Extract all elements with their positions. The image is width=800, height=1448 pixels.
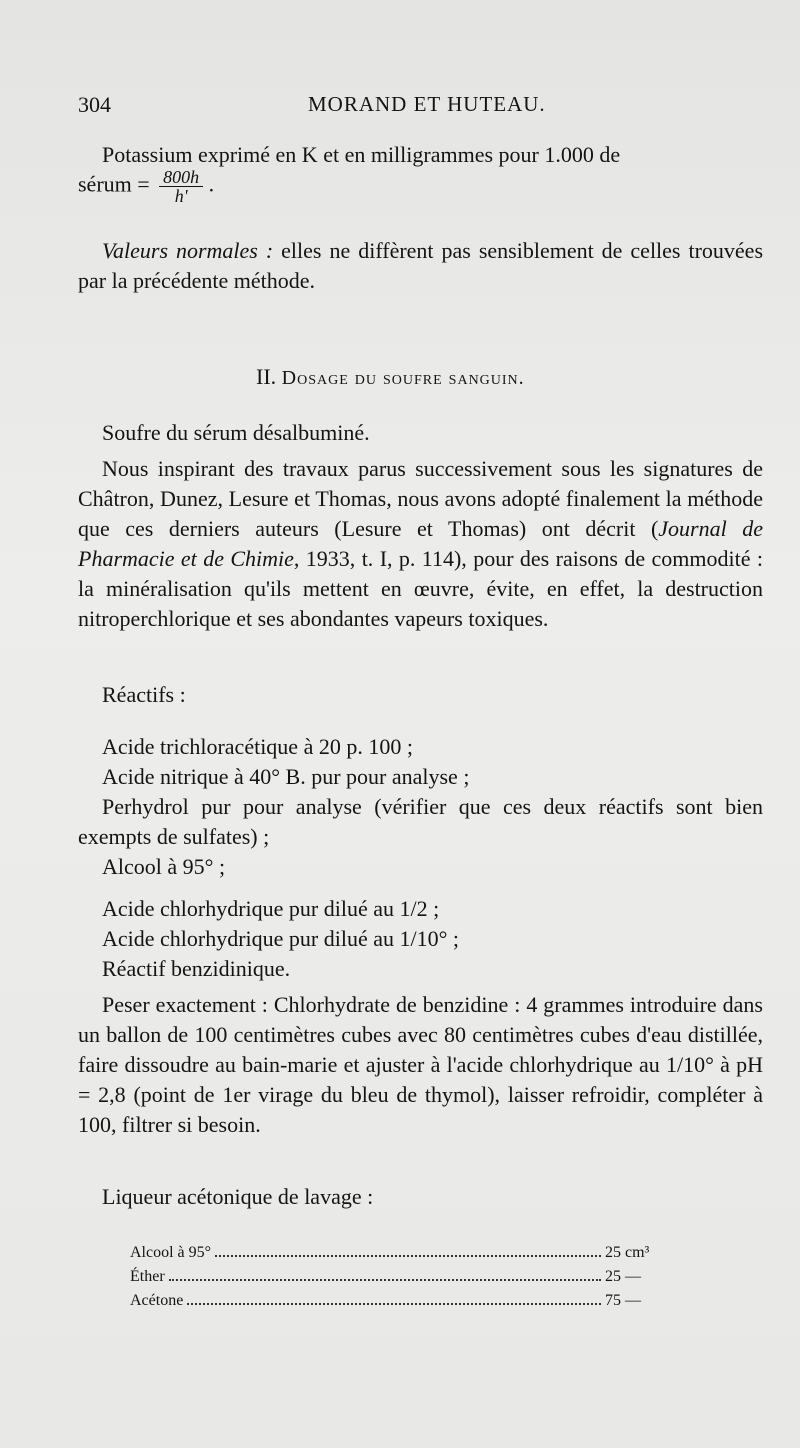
table-row-label: Acétone [130, 1292, 184, 1309]
method-paragraph [78, 454, 763, 634]
reagent-item: Acide trichloracétique à 20 p. 100 ; [102, 734, 413, 759]
reagent-item: Réactif benzidinique. [102, 956, 291, 981]
dot-leader [169, 1279, 601, 1281]
formula-suffix: . [208, 171, 215, 197]
section-number: II. [256, 364, 277, 389]
journal-title: Journal de Pharmacie et de Chimie [78, 516, 764, 571]
table-row-value: 25 cm³ [605, 1244, 650, 1261]
method-text-2: , 1933, t. I, p. 114), pour des raisons de commodité : la minéralisation qu'ils mettent en œuvre, évite, en effet, la destruction nitroperchlorique et ses abondantes vapeurs toxiques. [78, 546, 763, 631]
reactifs-label: Réactifs : [102, 682, 186, 707]
table-row [130, 1268, 685, 1292]
reagent-item: Acide chlorhydrique pur dilué au 1/10° ; [102, 926, 460, 951]
section-title: Dosage du soufre sanguin. [281, 367, 525, 389]
preparation-paragraph: Peser exactement : Chlorhydrate de benzidine : 4 grammes introduire dans un ballon de 100 centimètres cubes avec 80 centimètres cubes d'eau distillée, faire dissoudre au bain-marie et ajuster à l'acide chlorhydrique au 1/10° à pH = 2,8 (point de 1er virage du bleu de thymol), laisser refroidir, compléter à 100, filtrer si besoin. [78, 992, 763, 1137]
formula-denominator: h' [174, 186, 188, 206]
table-row [130, 1292, 685, 1316]
dot-leader [215, 1255, 601, 1257]
wash-liquid-table [130, 1244, 685, 1316]
reagent-item: Acide nitrique à 40° B. pur pour analyse ; [102, 764, 470, 789]
table-row-label: Éther [130, 1268, 165, 1285]
formula [78, 168, 763, 205]
reagent-item: Acide chlorhydrique pur dilué au 1/2 ; [102, 896, 440, 921]
formula-line: Potassium exprimé en K et en milligrammes pour 1.000 de [102, 142, 621, 167]
section-heading [256, 364, 525, 390]
normal-values-paragraph [78, 236, 763, 296]
normal-values-label: Valeurs normales : [102, 238, 274, 263]
normal-values-text: elles ne diffèrent pas sensiblement de celles trouvées par la précédente méthode. [78, 238, 764, 293]
formula-fraction [159, 168, 203, 205]
subheading: Soufre du sérum désalbuminé. [102, 420, 370, 445]
formula-numerator: 800h [159, 168, 203, 187]
table-row-value: 75 — [605, 1292, 641, 1309]
liqueur-label: Liqueur acétonique de lavage : [102, 1184, 374, 1209]
reagent-item: Perhydrol pur pour analyse (vérifier que ces deux réactifs sont bien exempts de sulfates) ; [78, 794, 763, 849]
page-number: 304 [78, 92, 111, 117]
table-row-value: 25 — [605, 1268, 641, 1285]
table-row [130, 1244, 685, 1268]
running-head: MORAND ET HUTEAU. [308, 92, 546, 116]
reagent-item: Alcool à 95° ; [102, 854, 226, 879]
page-header [78, 92, 720, 122]
dot-leader [187, 1303, 601, 1305]
table-row-label: Alcool à 95° [130, 1244, 212, 1261]
formula-prefix: sérum = [78, 171, 150, 197]
method-text-1: Nous inspirant des travaux parus successivement sous les signatures de Châtron, Dunez, Lesure et Thomas, nous avons adopté finalement la méthode que ces derniers auteurs (Lesure et Thomas) ont décrit ( [78, 456, 763, 541]
